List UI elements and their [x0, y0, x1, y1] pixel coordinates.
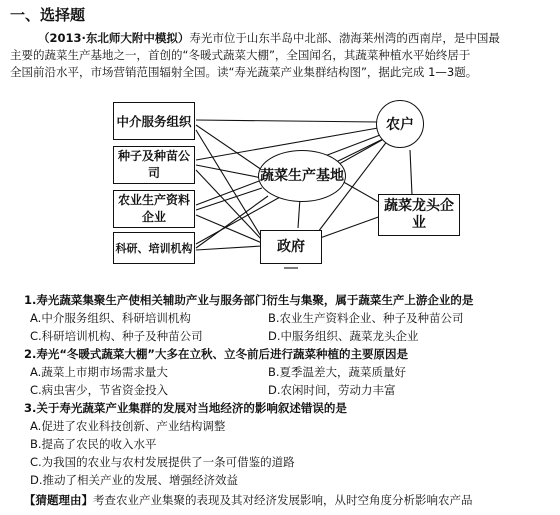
- question-1-stem: 1.寿光蔬菜集聚生产使相关辅助产业与服务部门衍生与集聚，属于蔬菜生产上游企业的是: [24, 293, 474, 307]
- q1-option-d: D.中服务组织、蔬菜龙头企业: [268, 329, 419, 343]
- box-research-training: 科研、培训机构: [113, 232, 195, 264]
- question-3-stem: 3.关于寿光蔬菜产业集群的发展对当地经济的影响叙述错误的是: [24, 401, 347, 415]
- q2-option-d: D.农闲时间，劳动力丰富: [268, 383, 396, 397]
- q1-option-b: B.农业生产资料企业、种子及种苗公司: [268, 311, 464, 325]
- guess-reason: 【猜题理由】考查农业产业集聚的表现及其对经济发展影响，从时空角度分析影响农产品: [24, 493, 473, 507]
- source-tag: （2013·东北师大附中模拟）: [38, 31, 190, 45]
- intro-line-3: 全国前沿水平，市场营销范围辐射全国。读“寿光蔬菜产业集群结构图”，据此完成 1—3题。: [10, 65, 478, 79]
- q2-option-b: B.夏季温差大，蔬菜质量好: [268, 365, 407, 379]
- box-dragon-enterprise: 蔬菜龙头企业: [378, 194, 460, 236]
- circle-farmer: 农户: [376, 100, 424, 148]
- q2-option-a: A.蔬菜上市期市场需求量大: [30, 365, 168, 379]
- q1-option-c: C.科研培训机构、种子及种苗公司: [30, 329, 203, 343]
- box-seed-company: 种子及种苗公司: [113, 146, 195, 184]
- ellipse-vegetable-base: 蔬菜生产基地: [258, 150, 346, 202]
- q1-option-a: A.中介服务组织、科研培训机构: [30, 311, 191, 325]
- intro-line-2: 主要的蔬菜生产基地之一，首创的“冬暖式蔬菜大棚”，全国闻名，其蔬菜种植水平始终居于: [10, 48, 471, 62]
- intro-line-1: 寿光市位于山东半岛中北部、渤海莱州湾的西南岸，是中国最: [189, 31, 500, 45]
- question-2-stem: 2.寿光“冬暖式蔬菜大棚”大多在立秋、立冬前后进行蔬菜种植的主要原因是: [24, 347, 408, 361]
- q2-option-c: C.病虫害少，节省资金投入: [30, 383, 169, 397]
- box-intermediary-services: 中介服务组织: [113, 102, 195, 140]
- section-title: 一、选择题: [10, 6, 86, 24]
- q3-option-a: A.促进了农业科技创新、产业结构调整: [30, 419, 226, 433]
- q3-option-c: C.为我国的农业与农村发展提供了一条可借鉴的道路: [30, 455, 295, 469]
- q3-option-b: B.提高了农民的收入水平: [30, 437, 157, 451]
- box-agri-supplies: 农业生产资料企业: [113, 190, 195, 228]
- box-government: 政府: [260, 230, 322, 264]
- q3-option-d: D.推动了相关产业的发展、增强经济效益: [30, 473, 239, 487]
